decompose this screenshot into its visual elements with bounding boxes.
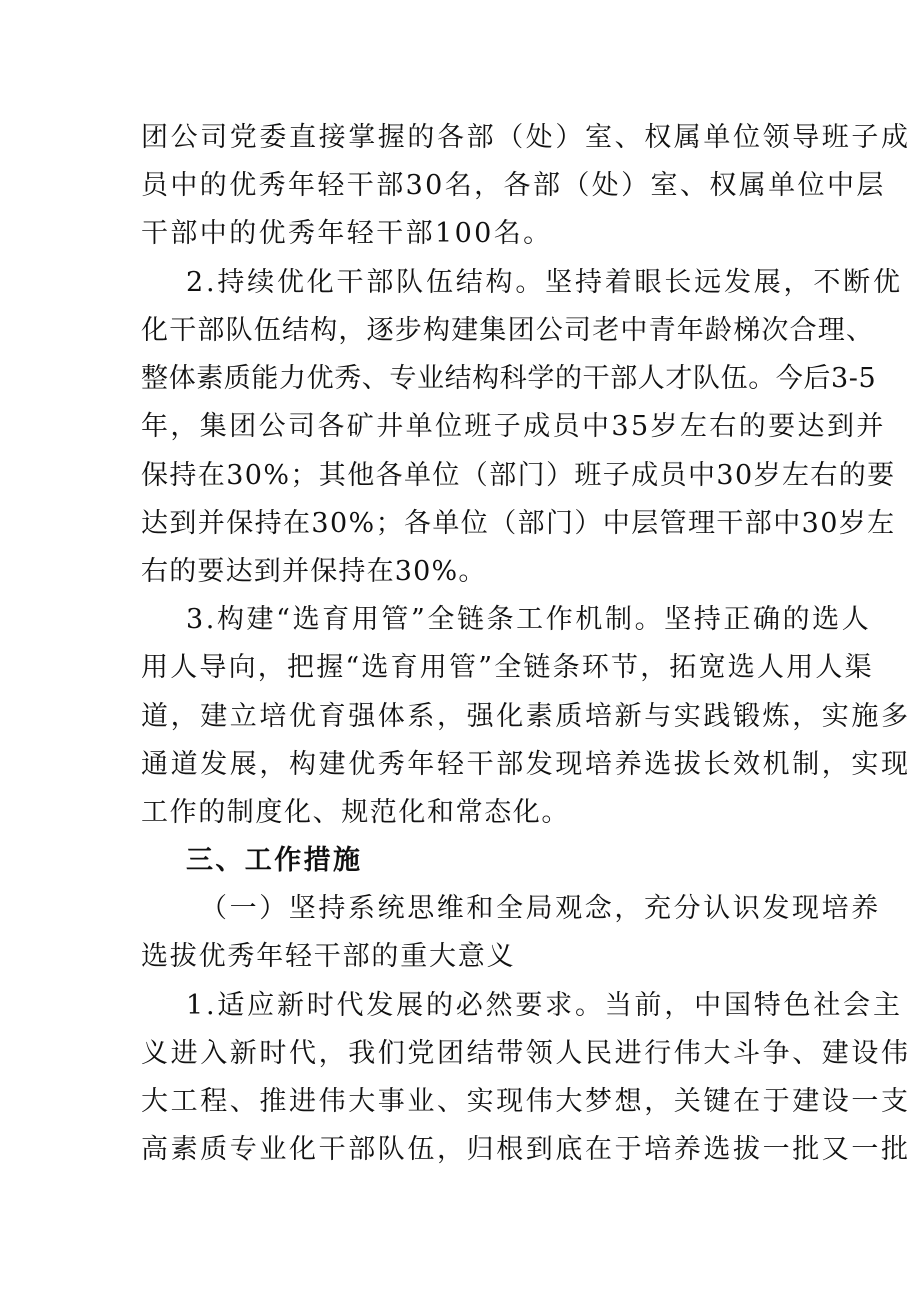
text-line: 达到并保持在30%；各单位（部门）中层管理干部中30岁左 [141,508,896,539]
subsection-heading-continued: 选拔优秀年轻干部的重大意义 [141,941,516,972]
text-line: 化干部队伍结构，逐步构建集团公司老中青年龄梯次合理、 [141,315,875,346]
text-line: 2.持续优化干部队伍结构。坚持着眼长远发展，不断优 [186,267,903,298]
text-line: 义进入新时代，我们党团结带领人民进行伟大斗争、建设伟 [141,1038,911,1069]
text-line: 保持在30%；其他各单位（部门）班子成员中30岁左右的要 [141,460,896,491]
text-line: 3.构建“选育用管”全链条工作机制。坚持正确的选人 [186,604,872,635]
subsection-heading: （一）坚持系统思维和全局观念，充分认识发现培养 [200,893,881,924]
text-line: 通道发展，构建优秀年轻干部发现培养选拔长效机制，实现 [141,749,911,780]
text-line: 团公司党委直接掌握的各部（处）室、权属单位领导班子成 [141,122,911,153]
text-line: 用人导向，把握“选育用管”全链条环节，拓宽选人用人渠 [141,652,874,683]
text-line: 大工程、推进伟大事业、实现伟大梦想，关键在于建设一支 [141,1086,911,1117]
text-line: 工作的制度化、规范化和常态化。 [141,797,570,828]
section-heading: 三、工作措施 [186,845,363,876]
text-line: 年，集团公司各矿井单位班子成员中35岁左右的要达到并 [141,411,886,442]
text-line: 1.适应新时代发展的必然要求。当前，中国特色社会主 [186,990,903,1021]
text-line: 道，建立培优育强体系，强化素质培新与实践锻炼，实施多 [141,701,911,732]
text-line: 员中的优秀年轻干部30名，各部（处）室、权属单位中层 [141,170,886,201]
text-line: 高素质专业化干部队伍，归根到底在于培养选拔一批又一批 [141,1134,911,1165]
text-line: 干部中的优秀年轻干部100名。 [141,218,553,249]
text-line: 整体素质能力优秀、专业结构科学的干部人才队伍。今后3-5 [141,363,877,394]
text-line: 右的要达到并保持在30%。 [141,556,487,587]
